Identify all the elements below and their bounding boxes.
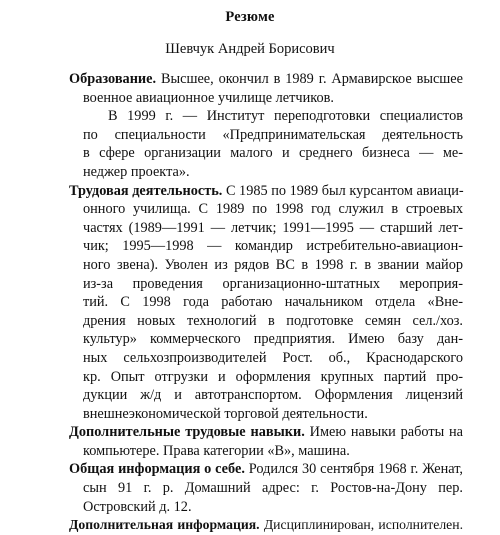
work-line-6: из-за проведения организационно-штатных мероприя- <box>83 275 463 292</box>
work-line-2: онного училища. С 1989 по 1998 год служил в строевых <box>83 201 463 218</box>
skills-heading: Дополнительные трудовые навыки. <box>69 424 305 441</box>
extra-line-1: Дополнительная информация. Дисциплинирован, исполнителен. <box>69 517 464 533</box>
personal-line-1: Общая информация о себе. Родился 30 сентября 1968 г. Женат, <box>69 461 464 478</box>
personal-heading: Общая информация о себе. <box>69 461 245 478</box>
education-line-5: в сфере организации малого и среднего бизнеса — ме- <box>83 145 463 162</box>
education-heading: Образование. <box>69 71 157 87</box>
personal-line-3: Островский д. 12. <box>83 498 192 515</box>
personal-line-2: сын 91 г. р. Домашний адрес: г. Ростов-на-Дону пер. <box>83 480 463 497</box>
resume-body <box>69 70 463 535</box>
skills-line-2: компьютере. Права категории «В», машина. <box>83 442 350 459</box>
work-line-5: ного звена). Уволен из рядов ВС в 1998 г. в звании майор <box>83 256 463 273</box>
extra-heading: Дополнительная информация. <box>69 517 260 533</box>
document-title: Резюме <box>225 9 275 25</box>
work-line-13: внешнеэкономической торговой деятельности. <box>83 405 368 422</box>
education-line-1: Образование. Высшее, окончил в 1989 г. Армавирское высшее <box>69 71 463 87</box>
skills-line-1: Дополнительные трудовые навыки. Имею навыки работы на <box>69 424 464 441</box>
work-heading: Трудовая деятельность. <box>69 182 223 199</box>
work-line-7: тий. С 1998 года работаю начальником отдела «Вне- <box>83 294 463 311</box>
education-line-3: В 1999 г. — Институт переподготовки специалистов <box>108 108 463 125</box>
work-line-4: чик; 1995—1998 — командир истребительно-авиацион- <box>83 238 463 255</box>
work-line-11: кр. Опыт отгрузки и оформления крупных партий про- <box>83 368 463 385</box>
work-line-8: дрения новых технологий в подготовке семян сел./хоз. <box>83 312 463 329</box>
education-line-2: военное авиационное училище летчиков. <box>83 89 334 106</box>
applicant-name: Шевчук Андрей Борисович <box>165 41 335 57</box>
work-line-3: частях (1989—1991 — летчик; 1991—1995 — старший лет- <box>83 219 463 236</box>
work-line-10: ных сельхозпроизводителей Рост. об., Краснодарского <box>83 349 463 366</box>
work-line-12: дукции ж/д и автотранспортом. Оформления лицензий <box>83 387 463 404</box>
work-line-9: культур» коммерческого предприятия. Имею базу дан- <box>83 331 463 348</box>
education-line-4: по специальности «Предпринимательская деятельность <box>83 126 463 143</box>
education-line-6: неджер проекта». <box>83 163 190 180</box>
work-line-1: Трудовая деятельность. С 1985 по 1989 был курсантом авиаци- <box>69 182 464 199</box>
